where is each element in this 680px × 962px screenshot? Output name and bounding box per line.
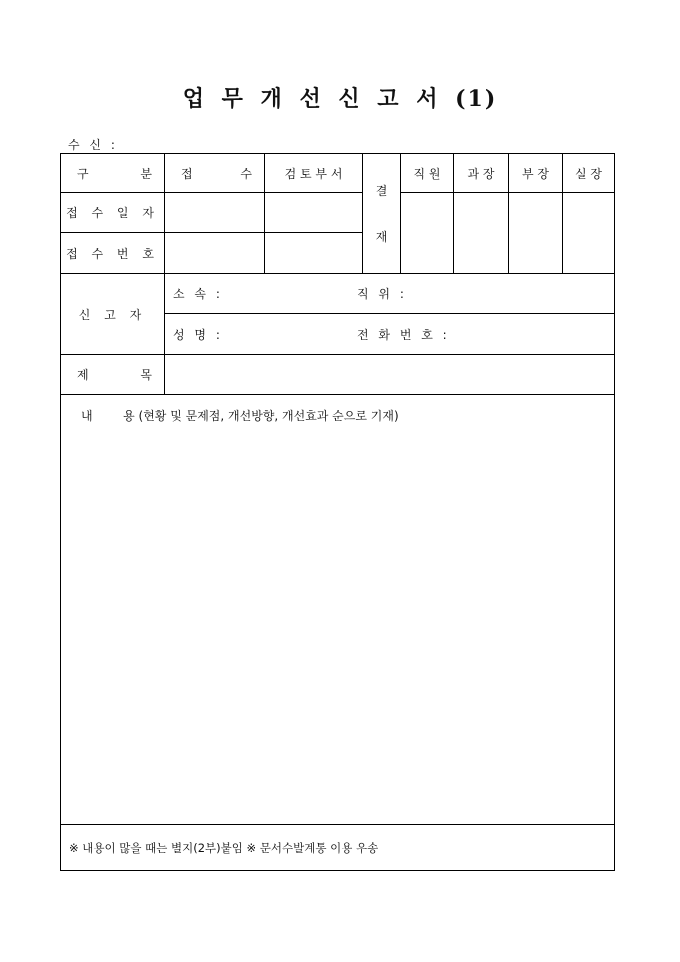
staff-signature-box[interactable] — [401, 193, 454, 274]
report-form — [60, 153, 615, 871]
phone-label: 전 화 번 호 : — [357, 327, 450, 342]
section-chief-signature-box[interactable] — [454, 193, 509, 274]
name-label: 성 명 : — [173, 327, 223, 342]
reporter-name-row[interactable] — [165, 314, 614, 355]
division-header: 구 분 — [61, 154, 165, 193]
content-label: 내 용 (현황 및 문제점, 개선방향, 개선효과 순으로 기재) — [81, 409, 399, 423]
review-number-field[interactable] — [265, 233, 363, 274]
document-title: 업 무 개 선 신 고 서 (1) — [182, 86, 498, 112]
receipt-header: 접 수 — [165, 154, 265, 193]
reporter-label: 신 고 자 — [61, 274, 165, 355]
affiliation-label: 소 속 : — [173, 287, 223, 301]
review-date-field[interactable] — [265, 193, 363, 233]
dept-head-signature-box[interactable] — [509, 193, 563, 274]
receipt-date-field[interactable] — [165, 193, 265, 233]
receipt-number-field[interactable] — [165, 233, 265, 274]
office-head-signature-box[interactable] — [563, 193, 614, 274]
dept-head-header: 부 장 — [509, 154, 563, 193]
receipt-number-label: 접 수 번 호 — [61, 233, 165, 274]
reporter-affiliation-row[interactable] — [165, 274, 614, 314]
recipient-label: 수 신 : — [68, 138, 118, 152]
receipt-date-label: 접 수 일 자 — [61, 193, 165, 233]
staff-header: 직 원 — [401, 154, 454, 193]
office-head-header: 실 장 — [563, 154, 614, 193]
position-label: 직 위 : — [357, 287, 407, 301]
subject-label: 제 목 — [61, 355, 165, 395]
section-chief-header: 과 장 — [454, 154, 509, 193]
footer-note: ※ 내용이 많을 때는 별지(2부)붙임 ※ 문서수발계통 이용 우송 — [61, 824, 614, 871]
approval-label: 결 재 — [363, 154, 401, 274]
content-area[interactable] — [61, 395, 614, 824]
subject-field[interactable] — [165, 355, 614, 395]
review-dept-header: 검 토 부 서 — [265, 154, 363, 193]
